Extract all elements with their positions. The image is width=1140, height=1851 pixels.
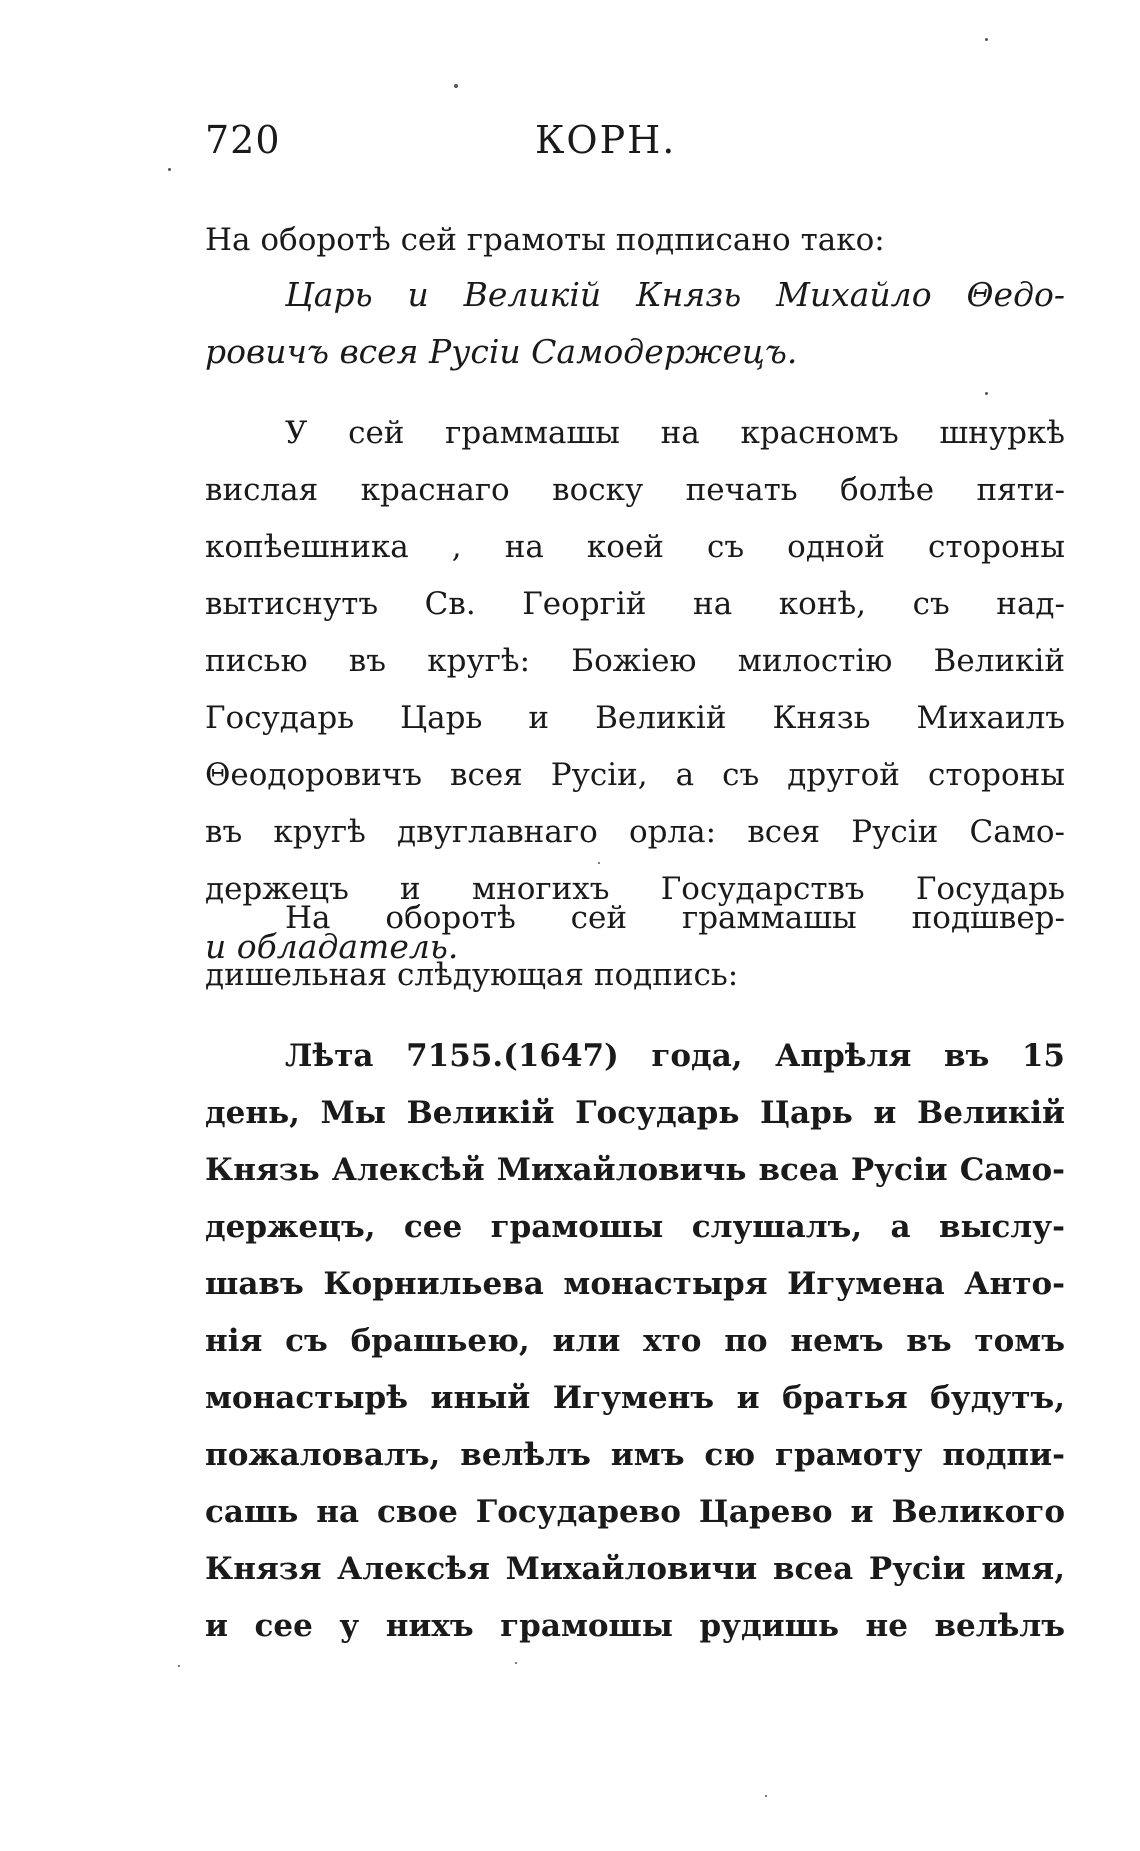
text-line: день, Мы Великій Государь Царь и Великій <box>205 1095 1065 1131</box>
text-line: вислая краснаго воску печать болѣе пяти- <box>205 472 1065 508</box>
scan-speck <box>178 1665 180 1667</box>
scan-speck <box>985 392 988 395</box>
text-line: держецъ, сее грамошы слушалъ, а выслу- <box>205 1209 1065 1245</box>
scan-speck <box>985 38 988 41</box>
text-line: Князь Алексѣй Михайловичь всеа Русіи Само- <box>205 1152 1065 1188</box>
text-line: вытиснутъ Св. Георгій на конѣ, съ над- <box>205 586 1065 622</box>
text-line: держецъ и многихъ Государствъ Государь <box>205 871 1065 907</box>
scan-speck <box>765 1795 767 1797</box>
text-line: шавъ Корнильева монастыря Игумена Анто- <box>205 1266 1065 1302</box>
scan-speck <box>454 84 458 88</box>
text-line: монастырѣ иный Игуменъ и братья будутъ, <box>205 1380 1065 1416</box>
text-line: въ кругѣ двуглавнаго орла: всея Русіи Само- <box>205 814 1065 850</box>
scan-speck <box>598 862 600 864</box>
text-line: копѣешника , на коей съ одной стороны <box>205 529 1065 565</box>
text-line: сашь на свое Государево Царево и Великого <box>205 1494 1065 1530</box>
text-line: На оборотѣ сей граммашы подшвер- <box>285 900 1065 936</box>
scan-speck <box>168 168 171 171</box>
text-line: Государь Царь и Великій Князь Михаилъ <box>205 700 1065 736</box>
page-number: 720 <box>205 118 281 162</box>
page-header <box>205 118 685 178</box>
paragraph-inscription-note <box>205 212 1065 269</box>
text-line: дишельная слѣдующая подпись: <box>205 957 739 993</box>
text-line: У сей граммашы на красномъ шнуркѣ <box>285 415 1065 451</box>
running-head: КОРН. <box>535 118 677 162</box>
text-line: и обладатель. <box>205 927 459 966</box>
text-line: Θеодоровичъ всея Русіи, а съ другой стороны <box>205 757 1065 793</box>
text-line: Князя Алексѣя Михайловичи всеа Русіи имя, <box>205 1551 1065 1587</box>
text-line: ровичъ всея Русіи Самодержецъ. <box>205 332 798 371</box>
text-line: Лѣта 7155.(1647) года, Апрѣля въ 15 <box>285 1038 1065 1074</box>
text-line: Царь и Великій Князь Михайло Θедо- <box>285 275 1065 314</box>
text-line: нія съ брашьею, или хто по немъ въ томъ <box>205 1323 1065 1359</box>
scan-speck <box>515 1662 517 1664</box>
tsar-signature <box>205 266 1065 380</box>
text-line: пожаловалъ, велѣлъ имъ сю грамоту подпи- <box>205 1437 1065 1473</box>
text-line: и сее у нихъ грамошы рудишь не велѣлъ <box>205 1608 1065 1644</box>
text-line: На оборотѣ сей грамоты подписано тако: <box>205 222 885 258</box>
text-line: писью въ кругѣ: Божіею милостію Великій <box>205 643 1065 679</box>
paragraph-confirmation <box>205 1028 1065 1655</box>
paragraph-reverse-note <box>205 890 1065 1004</box>
